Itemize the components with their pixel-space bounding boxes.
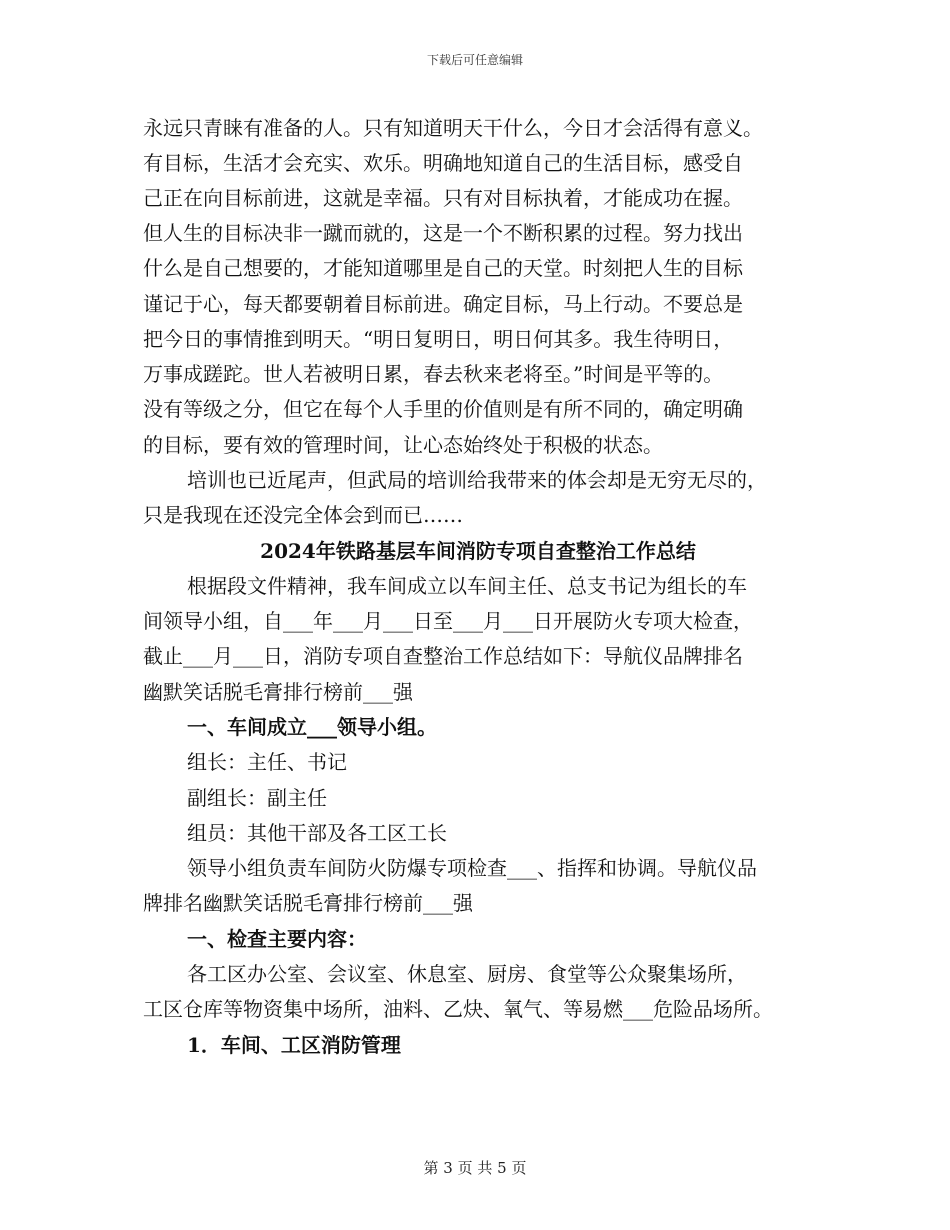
paragraph-line: 把今日的事情推到明天。“明日复明日，明日何其多。我生待明日， [143,327,734,351]
paragraph-line: 永远只青睐有准备的人。只有知道明天干什么，今日才会活得有意义。 [143,116,763,140]
paragraph-line: 间领导小组，自___年___月___日至___月___日开展防火专项大检查， [143,609,753,633]
paragraph-line: 己正在向目标前进，这就是幸福。只有对目标执着，才能成功在握。 [143,186,743,210]
paragraph-line: 的目标，要有效的管理时间，让心态始终处于积极的状态。 [143,433,663,457]
subheading: 一、检查主要内容： [187,927,367,951]
paragraph-line: 谨记于心，每天都要朝着目标前进。确定目标，马上行动。不要总是 [143,292,743,316]
paragraph-line: 没有等级之分，但它在每个人手里的价值则是有所不同的，确定明确 [143,397,743,421]
page-footer: 第 3 页 共 5 页 [423,1159,527,1177]
paragraph-line: 各工区办公室、会议室、休息室、厨房、食堂等公众聚集场所， [187,962,747,986]
section-title: 2024年铁路基层车间消防专项自查整治工作总结 [260,539,696,563]
subheading: 一、车间成立___领导小组。 [187,715,437,739]
paragraph-line: 牌排名幽默笑话脱毛膏排行榜前___强 [143,891,473,915]
paragraph-line: 万事成蹉跎。世人若被明日累，春去秋来老将至。”时间是平等的。 [143,362,724,386]
paragraph-line: 组长：主任、书记 [187,750,347,774]
paragraph-line: 幽默笑话脱毛膏排行榜前___强 [143,680,413,704]
paragraph-line: 领导小组负责车间防火防爆专项检查___、指挥和协调。导航仪品 [187,856,757,880]
subheading: 1．车间、工区消防管理 [187,1033,401,1057]
paragraph-line: 组员：其他干部及各工区工长 [187,821,447,845]
page-header: 下载后可任意编辑 [426,53,523,67]
paragraph-line: 截止___月___日，消防专项自查整治工作总结如下：导航仪品牌排名 [143,644,743,668]
paragraph-line: 培训也已近尾声，但武局的培训给我带来的体会却是无穷无尽的， [187,468,767,492]
paragraph-line: 什么是自己想要的，才能知道哪里是自己的天堂。时刻把人生的目标 [143,256,743,280]
paragraph-line: 但人生的目标决非一蹴而就的，这是一个不断积累的过程。努力找出 [143,221,743,245]
paragraph-line: 工区仓库等物资集中场所，油料、乙炔、氧气、等易燃___危险品场所。 [143,997,773,1021]
paragraph-line: 根据段文件精神，我车间成立以车间主任、总支书记为组长的车 [187,574,747,598]
paragraph-line: 副组长：副主任 [187,786,327,810]
paragraph-line: 有目标，生活才会充实、欢乐。明确地知道自己的生活目标，感受自 [143,151,743,175]
paragraph-line: 只是我现在还没完全体会到而已…… [143,503,463,527]
